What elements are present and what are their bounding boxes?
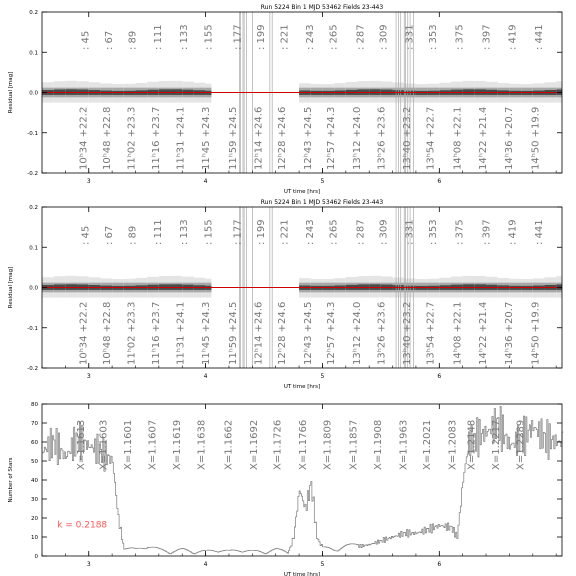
- y-tick-label: 0.0: [29, 90, 38, 97]
- y-tick-label: -0.1: [27, 325, 38, 332]
- y-tick-label: 30: [31, 497, 38, 503]
- ra-dec-label: 13ʰ12 +24.0: [351, 106, 363, 170]
- ra-dec-label: 11ʰ45 +24.3: [201, 106, 213, 170]
- chart-title: Run 5224 Bin 1 MJD 53462 Fields 23-443: [260, 199, 384, 206]
- field-number-label: : 45: [80, 30, 92, 50]
- airmass-label: X=1.1726: [272, 419, 284, 470]
- field-number-label: : 331: [404, 219, 416, 245]
- y-tick-label: 40: [31, 478, 38, 484]
- field-number-label: : 419: [507, 24, 519, 50]
- airmass-label: X=1.1857: [348, 419, 360, 470]
- y-axis-label: Residual [mag]: [8, 266, 14, 309]
- ra-dec-label: 12ʰ43 +24.5: [302, 301, 314, 365]
- field-number-label: : 89: [127, 30, 139, 50]
- y-tick-label: 20: [31, 516, 38, 522]
- field-number-label: : 353: [427, 219, 439, 245]
- field-number-label: : 243: [305, 24, 317, 50]
- y-axis-label: Number of Stars: [8, 457, 14, 503]
- ra-dec-label: 14ʰ50 +19.9: [530, 106, 542, 170]
- ra-dec-label: 12ʰ43 +24.5: [302, 106, 314, 170]
- y-axis-label: Residual [mag]: [8, 71, 14, 114]
- x-tick-label: 3: [86, 561, 91, 568]
- ra-dec-label: 14ʰ36 +20.7: [503, 301, 515, 365]
- ra-dec-label: 10ʰ34 +22.2: [78, 106, 90, 170]
- airmass-label: X=1.1809: [322, 419, 334, 470]
- ra-dec-label: 12ʰ28 +24.6: [277, 301, 289, 365]
- field-number-label: : 45: [80, 225, 92, 245]
- residual-panel-middle: [8, 199, 562, 390]
- field-number-label: : 309: [378, 219, 390, 245]
- field-number-label: : 441: [534, 219, 546, 245]
- airmass-label: X=1.1601: [122, 419, 134, 470]
- ra-dec-label: 10ʰ48 +22.8: [101, 106, 113, 170]
- y-tick-label: 0.1: [29, 245, 38, 252]
- x-tick-label: 4: [203, 561, 208, 568]
- x-tick-label: 3: [86, 373, 91, 380]
- field-number-label: : 397: [481, 24, 493, 50]
- field-number-label: : 89: [127, 225, 139, 245]
- ra-dec-label: 13ʰ26 +23.6: [376, 301, 388, 365]
- y-tick-label: 60: [31, 440, 38, 446]
- field-number-label: : 331: [404, 24, 416, 50]
- ra-dec-label: 11ʰ02 +23.3: [126, 106, 138, 170]
- airmass-label: X=1.2083: [447, 419, 459, 470]
- y-tick-label: 0.1: [29, 50, 38, 57]
- airmass-label: X=1.1766: [298, 419, 310, 470]
- x-tick-label: 6: [437, 178, 442, 185]
- airmass-label: X=1.1908: [372, 419, 384, 470]
- x-tick-label: 5: [320, 561, 325, 568]
- airmass-label: X=1.2289: [515, 419, 527, 470]
- field-number-label: : 111: [153, 24, 165, 50]
- y-tick-label: -0.2: [27, 171, 38, 177]
- field-number-label: : 67: [104, 225, 116, 245]
- field-number-label: : 243: [305, 219, 317, 245]
- ra-dec-label: 14ʰ08 +22.1: [452, 301, 464, 365]
- airmass-label: X=1.2217: [490, 419, 502, 470]
- residual-panel-top: [8, 4, 562, 195]
- field-number-label: : 133: [178, 219, 190, 245]
- field-number-label: : 287: [355, 24, 367, 50]
- k-annotation: k = 0.2188: [57, 520, 108, 531]
- ra-dec-label: 12ʰ57 +24.3: [326, 106, 338, 170]
- ra-dec-label: 11ʰ16 +23.7: [150, 106, 162, 170]
- ra-dec-label: 13ʰ40 +23.2: [402, 106, 414, 170]
- field-number-label: : 375: [454, 219, 466, 245]
- ra-dec-label: 10ʰ48 +22.8: [101, 301, 113, 365]
- ra-dec-label: 14ʰ22 +21.4: [478, 301, 490, 365]
- ra-dec-label: 14ʰ36 +20.7: [503, 106, 515, 170]
- field-number-label: : 177: [232, 24, 244, 50]
- field-number-label: : 155: [203, 219, 215, 245]
- ra-dec-label: 12ʰ14 +24.6: [253, 301, 265, 365]
- ra-dec-label: 13ʰ54 +22.7: [425, 301, 437, 365]
- ra-dec-label: 11ʰ31 +24.1: [175, 106, 187, 170]
- airmass-label: X=1.1603: [98, 419, 110, 470]
- x-tick-label: 5: [320, 178, 325, 185]
- field-number-label: : 221: [279, 219, 291, 245]
- airmass-label: X=1.1692: [249, 419, 261, 470]
- airmass-label: X=1.1619: [171, 419, 183, 470]
- ra-dec-label: 13ʰ12 +24.0: [351, 301, 363, 365]
- airmass-label: X=1.1607: [147, 419, 159, 470]
- x-axis-label: UT time [hrs]: [283, 189, 321, 195]
- ra-dec-label: 12ʰ14 +24.6: [253, 106, 265, 170]
- field-number-label: : 155: [203, 24, 215, 50]
- ra-dec-label: 12ʰ57 +24.3: [326, 301, 338, 365]
- ra-dec-label: 13ʰ40 +23.2: [402, 301, 414, 365]
- field-number-label: : 177: [232, 219, 244, 245]
- y-tick-label: 0.0: [29, 285, 38, 292]
- ra-dec-label: 13ʰ54 +22.7: [425, 106, 437, 170]
- y-tick-label: 80: [31, 402, 38, 408]
- airmass-label: X=1.1638: [196, 419, 208, 470]
- airmass-label: X=1.2148: [466, 419, 478, 470]
- field-number-label: : 199: [256, 24, 268, 50]
- ra-dec-label: 10ʰ34 +22.2: [78, 301, 90, 365]
- ra-dec-label: 11ʰ59 +24.5: [227, 106, 239, 170]
- airmass-label: X=1.2021: [421, 419, 433, 470]
- ra-dec-label: 14ʰ08 +22.1: [452, 106, 464, 170]
- field-number-label: : 221: [279, 24, 291, 50]
- field-number-label: : 419: [507, 219, 519, 245]
- x-tick-label: 4: [203, 178, 208, 185]
- x-tick-label: 4: [203, 373, 208, 380]
- y-tick-label: 0.2: [29, 10, 38, 16]
- x-tick-label: 6: [437, 561, 442, 568]
- ra-dec-label: 12ʰ28 +24.6: [277, 106, 289, 170]
- field-number-label: : 353: [427, 24, 439, 50]
- ra-dec-label: 14ʰ50 +19.9: [530, 301, 542, 365]
- field-number-label: : 375: [454, 24, 466, 50]
- ra-dec-label: 13ʰ26 +23.6: [376, 106, 388, 170]
- ra-dec-label: 11ʰ31 +24.1: [175, 301, 187, 365]
- chart-title: Run 5224 Bin 1 MJD 53462 Fields 23-443: [260, 4, 384, 11]
- field-number-label: : 133: [178, 24, 190, 50]
- y-tick-label: 0.2: [29, 205, 38, 211]
- y-tick-label: 10: [31, 535, 38, 541]
- field-number-label: : 309: [378, 24, 390, 50]
- field-number-label: : 397: [481, 219, 493, 245]
- ra-dec-label: 11ʰ02 +23.3: [126, 301, 138, 365]
- field-number-label: : 265: [328, 219, 340, 245]
- y-tick-label: -0.1: [27, 130, 38, 137]
- y-tick-label: 0: [34, 554, 38, 560]
- airmass-label: X=1.1613: [76, 419, 88, 470]
- star-count-panel: [8, 402, 563, 576]
- y-tick-label: -0.2: [27, 366, 38, 372]
- x-tick-label: 6: [437, 373, 442, 380]
- field-number-label: : 111: [153, 219, 165, 245]
- ra-dec-label: 11ʰ16 +23.7: [150, 301, 162, 365]
- airmass-label: X=1.1662: [223, 419, 235, 470]
- field-number-label: : 265: [328, 24, 340, 50]
- ra-dec-label: 11ʰ45 +24.3: [201, 301, 213, 365]
- y-tick-label: 50: [31, 459, 38, 465]
- x-axis-label: UT time [hrs]: [283, 384, 321, 390]
- ra-dec-label: 14ʰ22 +21.4: [478, 106, 490, 170]
- field-number-label: : 199: [256, 219, 268, 245]
- y-tick-label: 70: [31, 421, 38, 427]
- field-number-label: : 441: [534, 24, 546, 50]
- ra-dec-label: 11ʰ59 +24.5: [227, 301, 239, 365]
- x-tick-label: 3: [86, 178, 91, 185]
- airmass-label: X=1.1963: [398, 419, 410, 470]
- field-number-label: : 67: [104, 30, 116, 50]
- x-axis-label: UT time [hrs]: [283, 572, 321, 576]
- x-tick-label: 5: [320, 373, 325, 380]
- field-number-label: : 287: [355, 219, 367, 245]
